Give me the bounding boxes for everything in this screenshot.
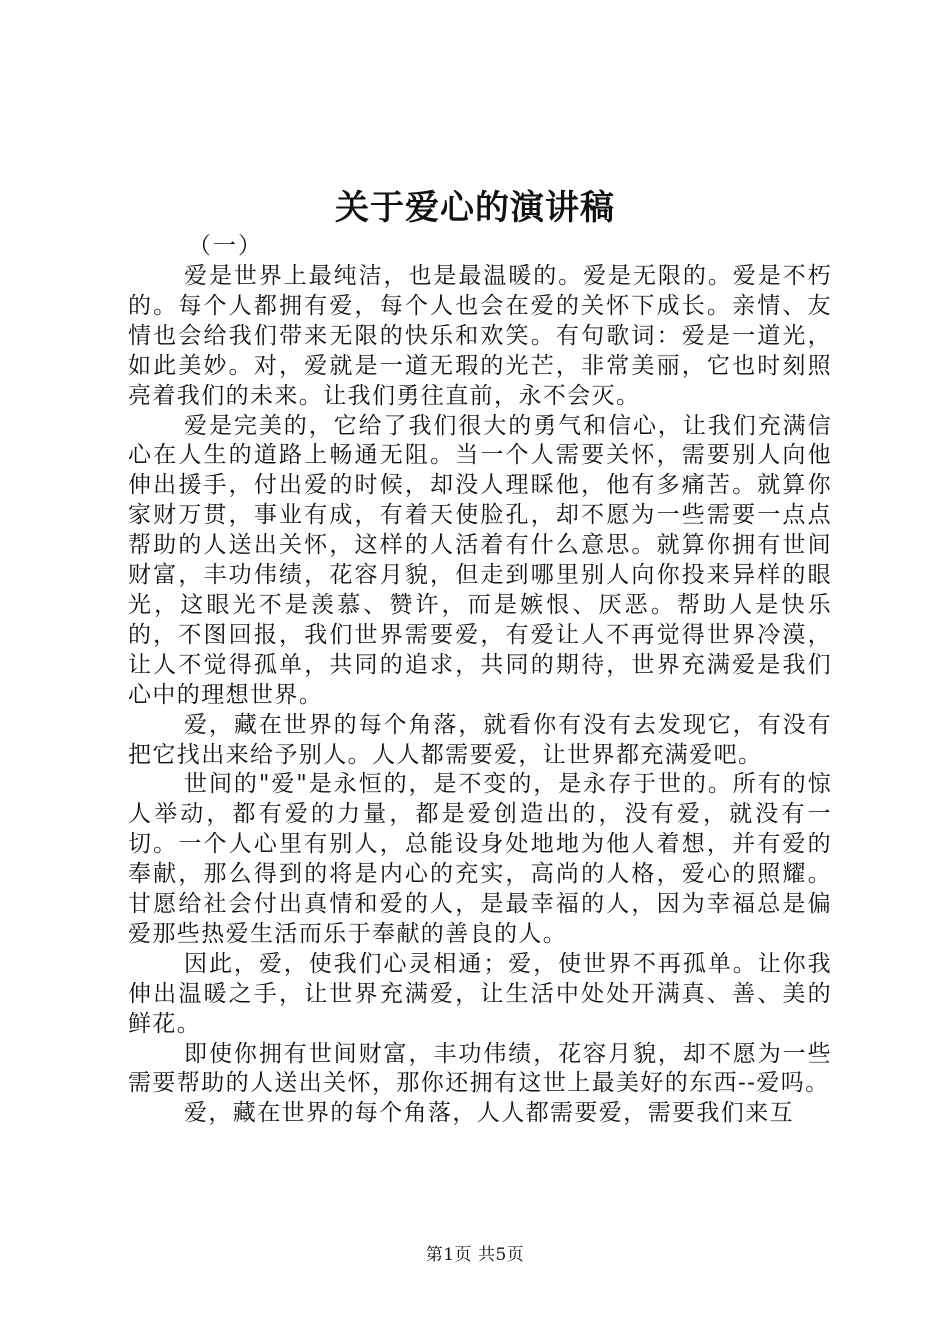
paragraph: 因此，爱，使我们心灵相通；爱，使世界不再孤单。让你我伸出温暖之手，让世界充满爱，让生活中处处开满真、善、美的鲜花。 [128,950,832,1037]
paragraph: 即使你拥有世间财富，丰功伟绩，花容月貌，却不愿为一些需要帮助的人送出关怀，那你还拥有这世上最美好的东西--爱吗。 [128,1040,832,1097]
paragraph: 爱，藏在世界的每个角落，就看你有没有去发现它，有没有把它找出来给予别人。人人都需要爱，让世界都充满爱吧。 [128,711,832,768]
page-footer: 第1页 共5页 [425,1245,525,1265]
document-body [128,231,832,1129]
paragraph: 爱是世界上最纯洁，也是最温暖的。爱是无限的。爱是不朽的。每个人都拥有爱，每个人也会在爱的关怀下成长。亲情、友情也会给我们带来无限的快乐和欢笑。有句歌词：爱是一道光，如此美妙。对，爱就是一道无瑕的光芒，非常美丽，它也时刻照亮着我们的未来。让我们勇往直前，永不会灭。 [128,263,832,409]
paragraph: 世间的"爱"是永恒的，是不变的，是永存于世的。所有的惊人举动，都有爱的力量，都是爱创造出的，没有爱，就没有一切。一个人心里有别人，总能设身处地地为他人着想，并有爱的奉献，那么得到的将是内心的充实，高尚的人格，爱心的照耀。甘愿给社会付出真情和爱的人，是最幸福的人，因为幸福总是偏爱那些热爱生活而乐于奉献的善良的人。 [128,771,832,947]
section-label: （一） [188,233,263,259]
paragraph: 爱是完美的，它给了我们很大的勇气和信心，让我们充满信心在人生的道路上畅通无阻。当一个人需要关怀，需要别人向他伸出援手，付出爱的时候，却没人理睬他，他有多痛苦。就算你家财万贯，事业有成，有着天使脸孔，却不愿为一些需要一点点帮助的人送出关怀，这样的人活着有什么意思。就算你拥有世间财富，丰功伟绩，花容月貌，但走到哪里别人向你投来异样的眼光，这眼光不是羡慕、赞许，而是嫉恨、厌恶。帮助人是快乐的，不图回报，我们世界需要爱，有爱让人不再觉得世界冷漠，让人不觉得孤单，共同的追求，共同的期待，世界充满爱是我们心中的理想世界。 [128,412,832,708]
document-title: 关于爱心的演讲稿 [335,188,615,228]
paragraph: 爱，藏在世界的每个角落，人人都需要爱，需要我们来互 [184,1100,794,1127]
